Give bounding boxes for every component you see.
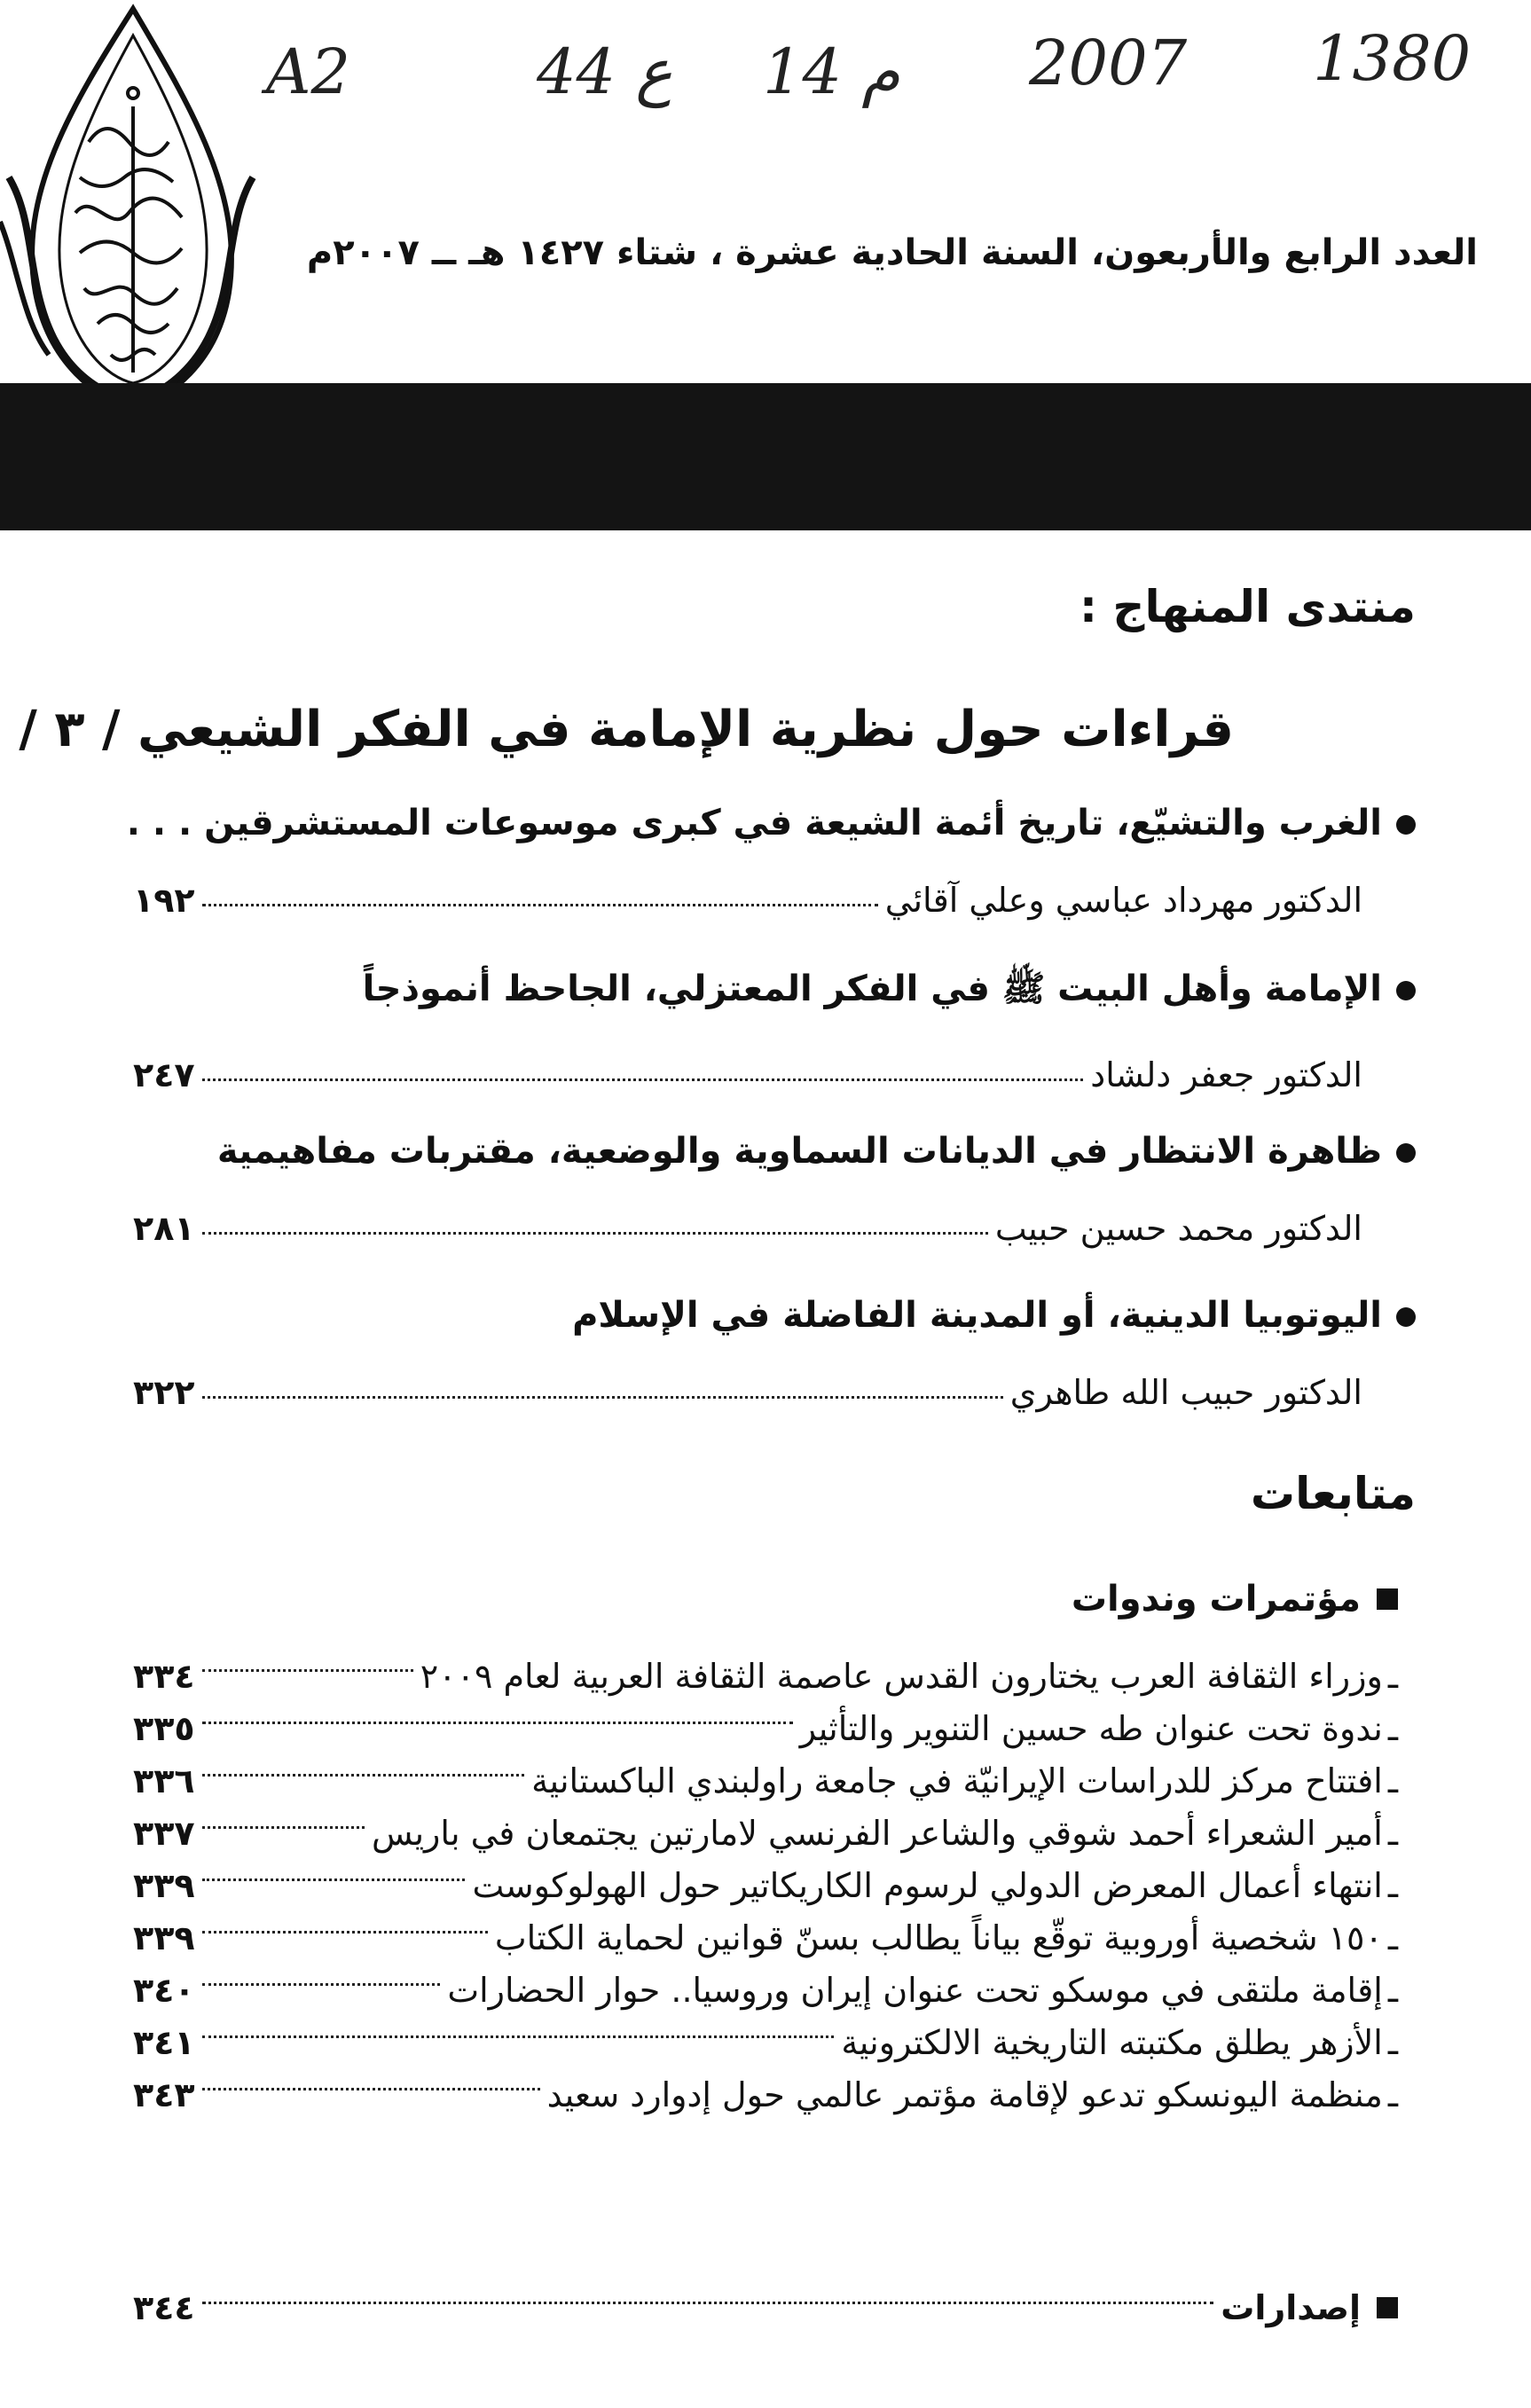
dot-leader <box>202 1774 525 1777</box>
list-item: ـ ١٥٠ شخصية أوروبية توقّع بياناً يطالب بسنّ قوانين لحماية الكتاب ٣٣٩ <box>133 1918 1398 1957</box>
page-number: ٣٣٦ <box>133 1761 195 1800</box>
item-text: ندوة تحت عنوان طه حسين التنوير والتأثير <box>799 1708 1383 1748</box>
list-item: ـ وزراء الثقافة العرب يختارون القدس عاصمة الثقافة العربية لعام ٢٠٠٩ ٣٣٤ <box>133 1656 1398 1696</box>
publications-row <box>133 2288 1398 2327</box>
dot-leader <box>202 1983 441 1986</box>
item-text: ١٥٠ شخصية أوروبية توقّع بياناً يطالب بسنّ قوانين لحماية الكتاب <box>494 1918 1383 1957</box>
bullet-icon <box>1396 1307 1416 1327</box>
article-title: ظاهرة الانتظار في الديانات السماوية والوضعية، مقتربات مفاهيمية <box>216 1131 1382 1172</box>
handwritten-mark-e: 1380 <box>1313 22 1472 95</box>
page-number: ٣٤١ <box>133 2022 195 2062</box>
page-number: ٢٤٧ <box>133 1055 195 1094</box>
square-bullet-icon <box>1377 1588 1398 1610</box>
square-bullet-icon <box>1377 2297 1398 2318</box>
list-item: ـ افتتاح مركز للدراسات الإيرانيّة في جامعة راولبندي الباكستانية ٣٣٦ <box>133 1761 1398 1800</box>
page-number: ٣٣٩ <box>133 1918 195 1957</box>
page-number: ٢٨١ <box>133 1209 195 1248</box>
bullet-icon <box>1396 815 1416 835</box>
page-number: ٣٣٧ <box>133 1813 195 1853</box>
dot-leader <box>202 904 878 906</box>
article-author: الدكتور جعفر دلشاد <box>1090 1055 1362 1094</box>
item-text: منظمة اليونسكو تدعو لإقامة مؤتمر عالمي حول إدوارد سعيد <box>546 2075 1383 2114</box>
dot-leader <box>202 1826 365 1829</box>
conferences-label: مؤتمرات وندوات <box>1071 1579 1361 1620</box>
article-3 <box>133 1131 1416 1248</box>
issue-line: العدد الرابع والأربعون، السنة الحادية عشرة ، شتاء ١٤٢٧ هـ ــ ٢٠٠٧م <box>306 232 1478 273</box>
followups-heading: متابعات <box>1250 1468 1416 1519</box>
item-text: إقامة ملتقى في موسكو تحت عنوان إيران وروسيا.. حوار الحضارات <box>447 1970 1383 2010</box>
publications-label: إصدارات <box>1221 2288 1361 2327</box>
article-title: الغرب والتشيّع، تاريخ أئمة الشيعة في كبرى موسوعات المستشرقين . . . <box>126 803 1382 843</box>
article-4 <box>133 1295 1416 1412</box>
list-item: ـ انتهاء أعمال المعرض الدولي لرسوم الكاريكاتير حول الهولوكوست ٣٣٩ <box>133 1865 1398 1905</box>
article-2 <box>133 967 1416 1094</box>
conferences-heading <box>1072 1579 1398 1620</box>
article-author: الدكتور حبيب الله طاهري <box>1009 1373 1362 1412</box>
list-item: ـ منظمة اليونسكو تدعو لإقامة مؤتمر عالمي حول إدوارد سعيد ٣٤٣ <box>133 2075 1398 2114</box>
article-title: الإمامة وأهل البيت ﷺ في الفكر المعتزلي، الجاحظ أنموذجاً <box>362 969 1382 1009</box>
page-number: ٣٣٥ <box>133 1708 195 1748</box>
page-number: ٣٣٤ <box>133 1656 195 1696</box>
forum-heading: منتدى المنهاج : <box>1080 581 1416 632</box>
list-item: ـ أمير الشعراء أحمد شوقي والشاعر الفرنسي لامارتين يجتمعان في باريس ٣٣٧ <box>133 1813 1398 1853</box>
dot-leader <box>202 1079 1084 1081</box>
article-title: اليوتوبيا الدينية، أو المدينة الفاضلة في الإسلام <box>572 1295 1382 1336</box>
bullet-icon <box>1396 981 1416 1000</box>
handwritten-mark-b: 44 ع <box>537 35 673 108</box>
page-number: ٣٤٣ <box>133 2075 195 2114</box>
dot-leader <box>202 1931 488 1933</box>
item-text: افتتاح مركز للدراسات الإيرانيّة في جامعة راولبندي الباكستانية <box>531 1761 1383 1800</box>
dot-leader <box>202 1232 988 1235</box>
handwritten-mark-d: 2007 <box>1029 27 1188 99</box>
list-item: ـ الأزهر يطلق مكتبته التاريخية الالكترونية ٣٤١ <box>133 2022 1398 2062</box>
page-number: ٣٢٢ <box>133 1373 195 1412</box>
article-1 <box>126 803 1416 920</box>
dot-leader <box>202 2088 540 2090</box>
handwritten-mark-c: 14 م <box>763 35 900 108</box>
dot-leader <box>202 1669 413 1672</box>
article-author: الدكتور محمد حسين حبيب <box>994 1209 1362 1248</box>
dot-leader <box>202 1722 793 1724</box>
page-number: ٣٤٤ <box>133 2288 195 2327</box>
news-list <box>133 1650 1398 2121</box>
page-number: ٣٣٩ <box>133 1865 195 1905</box>
page-number: ٣٤٠ <box>133 1970 195 2010</box>
header-band <box>0 383 1531 530</box>
item-text: أمير الشعراء أحمد شوقي والشاعر الفرنسي لامارتين يجتمعان في باريس <box>372 1813 1383 1853</box>
handwritten-mark-a: A2 <box>266 35 351 108</box>
calligraphy-logo <box>0 0 257 443</box>
item-text: الأزهر يطلق مكتبته التاريخية الالكترونية <box>841 2022 1383 2062</box>
dot-leader <box>202 2302 1214 2304</box>
page-number: ١٩٢ <box>133 881 195 920</box>
section-title: قراءات حول نظرية الإمامة في الفكر الشيعي / ٣ / <box>19 701 1234 758</box>
item-text: وزراء الثقافة العرب يختارون القدس عاصمة الثقافة العربية لعام ٢٠٠٩ <box>420 1656 1383 1696</box>
dot-leader <box>202 1879 466 1881</box>
article-author: الدكتور مهرداد عباسي وعلي آقائي <box>884 881 1362 920</box>
item-text: انتهاء أعمال المعرض الدولي لرسوم الكاريكاتير حول الهولوكوست <box>472 1865 1383 1905</box>
bullet-icon <box>1396 1143 1416 1163</box>
list-item: ـ إقامة ملتقى في موسكو تحت عنوان إيران وروسيا.. حوار الحضارات ٣٤٠ <box>133 1970 1398 2010</box>
dot-leader <box>202 1396 1003 1399</box>
dot-leader <box>202 2035 835 2038</box>
list-item: ـ ندوة تحت عنوان طه حسين التنوير والتأثير ٣٣٥ <box>133 1708 1398 1748</box>
